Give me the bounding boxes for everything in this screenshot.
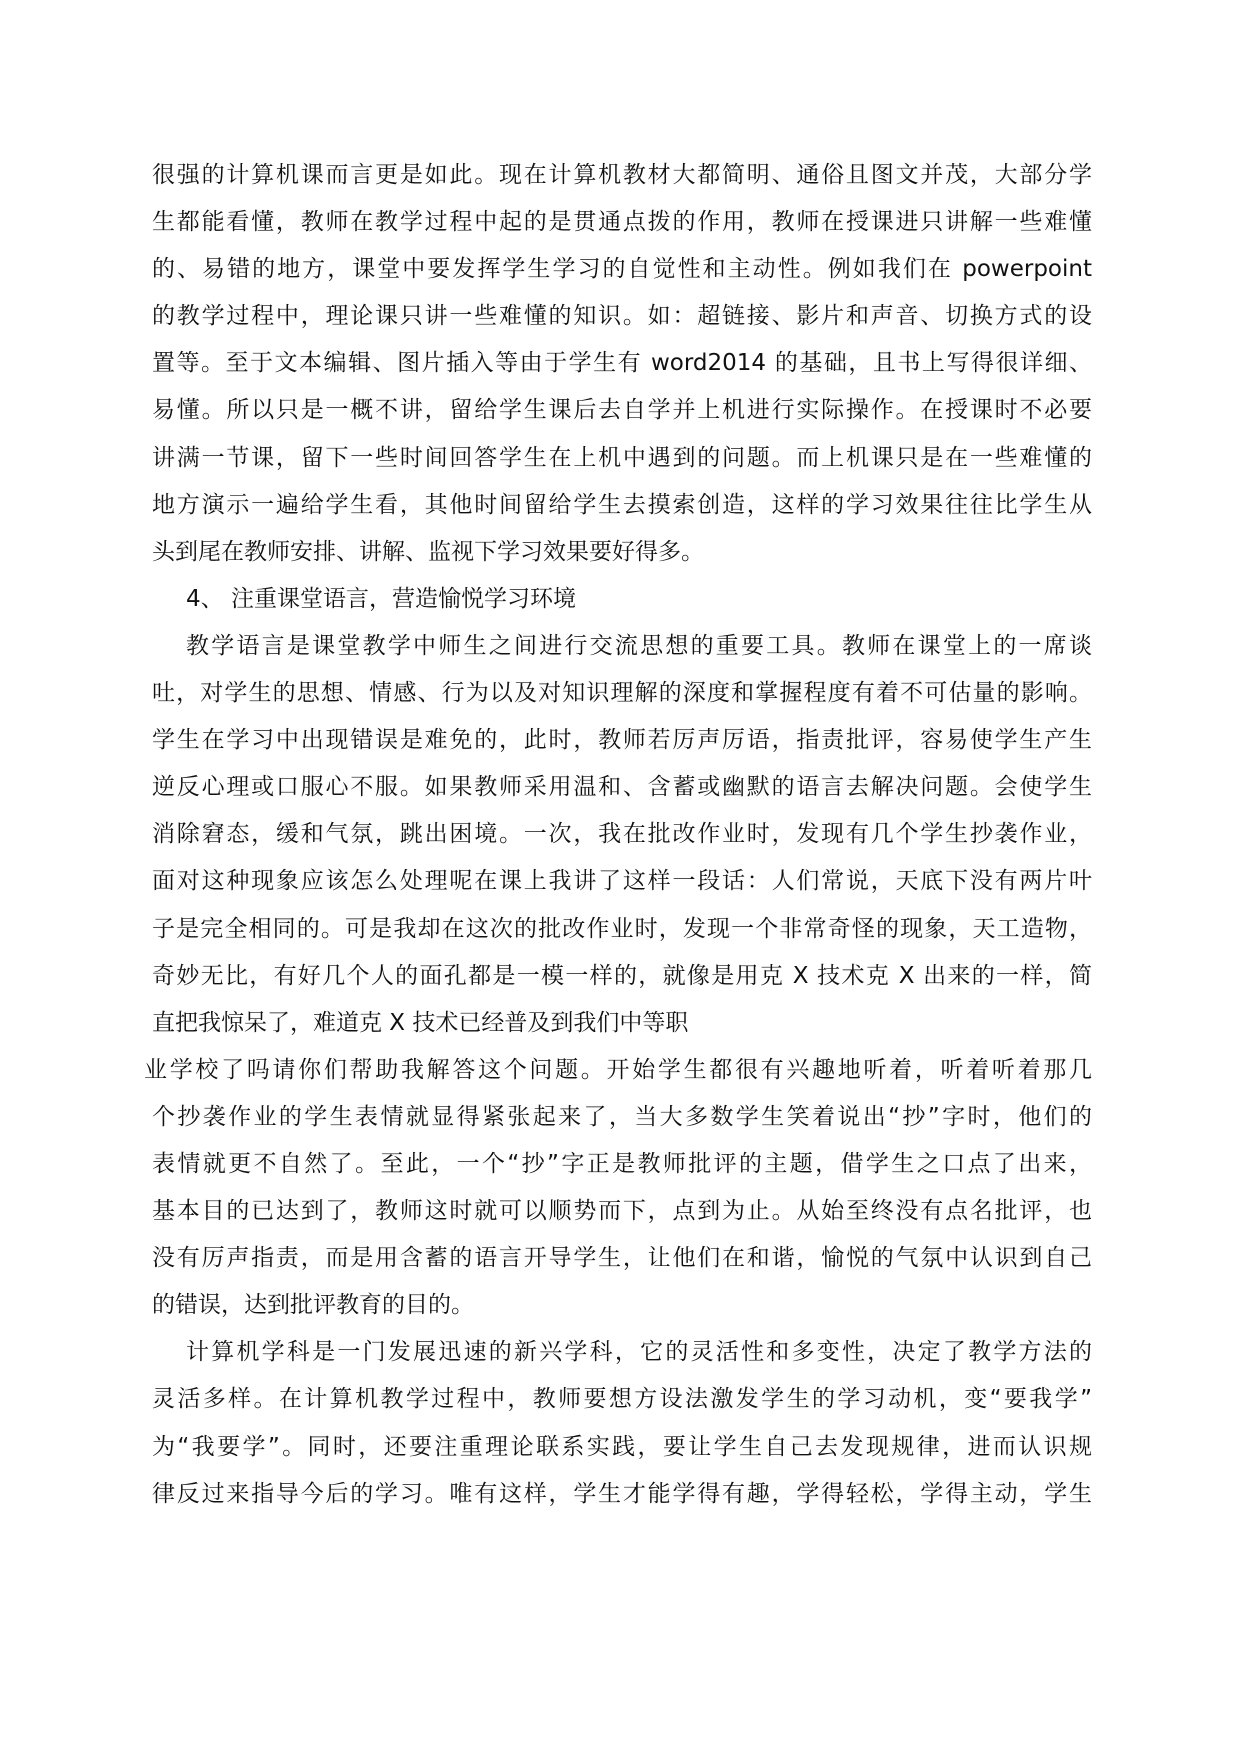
body-text — [144, 152, 1092, 1518]
text-line: 生都能看懂，教师在教学过程中起的是贯通点拨的作用，教师在授课进只讲解一些难懂 — [152, 209, 1092, 236]
text-line: 直把我惊呆了，难道克 X 技术已经普及到我们中等职 — [152, 1009, 689, 1036]
text-line: 灵活多样。在计算机教学过程中，教师要想方设法激发学生的学习动机，变“要我学” — [152, 1386, 1092, 1413]
text-line: 很强的计算机课而言更是如此。现在计算机教材大都简明、通俗且图文并茂，大部分学 — [152, 162, 1092, 188]
text-line: 消除窘态，缓和气氛，跳出困境。一次，我在批改作业时，发现有几个学生抄袭作业， — [152, 821, 1092, 848]
text-line: 没有厉声指责，而是用含蓄的语言开导学生，让他们在和谐，愉悦的气氛中认识到自己 — [152, 1245, 1092, 1272]
text-line: 吐，对学生的思想、情感、行为以及对知识理解的深度和掌握程度有着不可估量的影响。 — [152, 680, 1092, 707]
text-line: 个抄袭作业的学生表情就显得紧张起来了，当大多数学生笑着说出“抄”字时，他们的 — [152, 1103, 1092, 1130]
text-line: 讲满一节课，留下一些时间回答学生在上机中遇到的问题。而上机课只是在一些难懂的 — [152, 444, 1092, 471]
text-line: 表情就更不自然了。至此，一个“抄”字正是教师批评的主题，借学生之口点了出来， — [152, 1150, 1092, 1177]
text-line: 4、 注重课堂语言，营造愉悦学习环境 — [186, 585, 576, 612]
text-line: 为“我要学”。同时，还要注重理论联系实践，要让学生自己去发现规律，进而认识规 — [152, 1433, 1092, 1460]
text-line: 教学语言是课堂教学中师生之间进行交流思想的重要工具。教师在课堂上的一席谈 — [186, 632, 1092, 659]
text-line: 学生在学习中出现错误是难免的，此时，教师若厉声厉语，指责批评，容易使学生产生 — [152, 727, 1092, 754]
text-line: 的、易错的地方，课堂中要发挥学生学习的自觉性和主动性。例如我们在 powerpoint — [152, 256, 1092, 283]
text-line: 子是完全相同的。可是我却在这次的批改作业时，发现一个非常奇怪的现象，天工造物， — [152, 915, 1092, 942]
text-line: 基本目的已达到了，教师这时就可以顺势而下，点到为止。从始至终没有点名批评，也 — [152, 1198, 1092, 1225]
text-line: 逆反心理或口服心不服。如果教师采用温和、含蓄或幽默的语言去解决问题。会使学生 — [152, 774, 1092, 801]
text-line: 易懂。所以只是一概不讲，留给学生课后去自学并上机进行实际操作。在授课时不必要 — [152, 397, 1092, 424]
text-line: 地方演示一遍给学生看，其他时间留给学生去摸索创造，这样的学习效果往往比学生从 — [152, 491, 1092, 518]
text-line: 计算机学科是一门发展迅速的新兴学科，它的灵活性和多变性，决定了教学方法的 — [186, 1339, 1092, 1366]
text-line: 的错误，达到批评教育的目的。 — [152, 1292, 474, 1319]
text-line: 的教学过程中，理论课只讲一些难懂的知识。如：超链接、影片和声音、切换方式的设 — [152, 303, 1092, 330]
text-line: 奇妙无比，有好几个人的面孔都是一模一样的，就像是用克 X 技术克 X 出来的一样，简 — [152, 962, 1092, 989]
text-line: 置等。至于文本编辑、图片插入等由于学生有 word2014 的基础，且书上写得很详细、 — [152, 350, 1092, 377]
text-line: 业学校了吗请你们帮助我解答这个问题。开始学生都很有兴趣地听着，听着听着那几 — [144, 1056, 1092, 1083]
text-line: 律反过来指导今后的学习。唯有这样，学生才能学得有趣，学得轻松，学得主动，学生 — [152, 1480, 1092, 1507]
text-line: 头到尾在教师安排、讲解、监视下学习效果要好得多。 — [152, 538, 704, 565]
text-line: 面对这种现象应该怎么处理呢在课上我讲了这样一段话：人们常说，天底下没有两片叶 — [152, 868, 1092, 895]
